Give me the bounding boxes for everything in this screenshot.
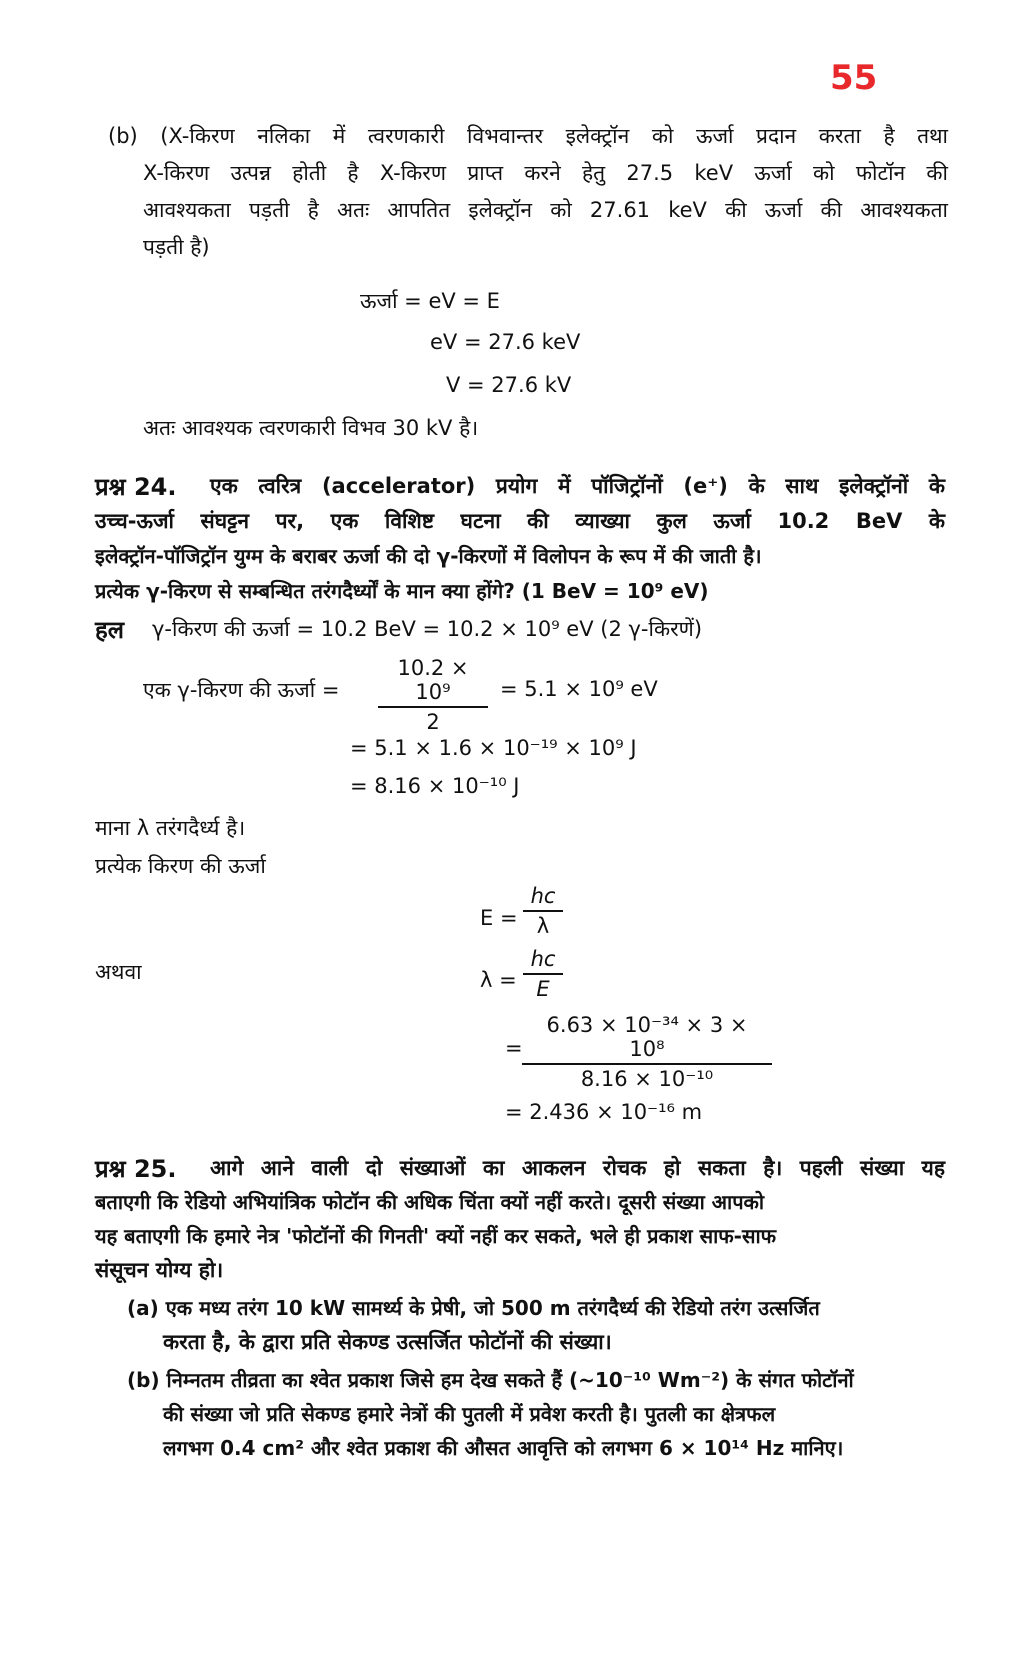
part-b-line-3: आवश्यकता पड़ती है अतः आपतित इलेक्ट्रॉन को 27.61 keV की ऊर्जा की आवश्यकता [143,198,948,222]
or-label: अथवा [95,960,142,984]
wavelength-result: = 2.436 × 10⁻¹⁶ m [505,1100,703,1124]
hc-over-e [523,947,563,1001]
each-ray-energy-line: प्रत्येक किरण की ऊर्जा [95,854,266,878]
q25-part-b-line-3: लगभग 0.4 cm² और श्वेत प्रकाश की औसत आवृत्ति को लगभग 6 × 10¹⁴ Hz मानिए। [163,1436,844,1460]
energy-fraction [378,656,488,734]
big-fraction-equals: = [505,1036,523,1060]
part-b-line-1: (b) (X-किरण नलिका में त्वरणकारी विभवान्तर इलेक्ट्रॉन को ऊर्जा प्रदान करता है तथा [108,124,948,148]
energy-joule-result: = 8.16 × 10⁻¹⁰ J [350,774,520,798]
part-b-conclusion: अतः आवश्यक त्वरणकारी विभव 30 kV है। [143,416,479,440]
hc-numerator: hc [523,884,563,912]
let-lambda-line: माना λ तरंगदैर्ध्य है। [95,816,246,840]
e-equals: E = [480,906,518,930]
e-denominator: E [536,977,550,1001]
q25-line-2: बताएगी कि रेडियो अभियांत्रिक फोटॉन की अधिक चिंता क्यों नहीं करते। दूसरी संख्या आपको [95,1190,765,1214]
q24-line-1: एक त्वरित्र (accelerator) प्रयोग में पॉजिट्रॉनों (e⁺) के साथ इलेक्ट्रॉनों के [210,474,945,498]
q24-line-2: उच्च-ऊर्जा संघट्टन पर, एक विशिष्ट घटना की व्याख्या कुल ऊर्जा 10.2 BeV के [95,509,945,533]
q24-line-3: इलेक्ट्रॉन-पॉजिट्रॉन युग्म के बराबर ऊर्जा की दो γ-किरणों में विलोपन के रूप में की जाती है। [95,544,762,568]
question-24-label: प्रश्न 24. [95,473,177,501]
solution-label: हल [95,616,125,644]
wavelength-fraction-denominator: 8.16 × 10⁻¹⁰ [580,1067,714,1091]
lambda-equals: λ = [480,968,517,992]
lambda-denominator: λ [536,914,550,938]
q25-part-a-line-2: करता है, के द्वारा प्रति सेकण्ड उत्सर्जित फोटॉनों की संख्या। [163,1330,612,1354]
one-ray-energy-label: एक γ-किरण की ऊर्जा = [143,678,340,702]
q25-line-4: संसूचन योग्य हो। [95,1258,224,1282]
q25-part-a-line-1: (a) एक मध्य तरंग 10 kW सामर्थ्य के प्रेषी, जो 500 m तरंगदैर्ध्य की रेडियो तरंग उत्सर्जित [127,1296,820,1320]
page-number: 55 [830,58,878,98]
part-b-line-4: पड़ती है) [143,235,210,259]
hc-over-lambda [523,884,563,938]
q25-line-3: यह बताएगी कि हमारे नेत्र 'फोटॉनों की गिनती' क्यों नहीं कर सकते, भले ही प्रकाश साफ-साफ [95,1224,777,1248]
energy-fraction-denominator: 2 [426,710,440,734]
gamma-energy-line: γ-किरण की ऊर्जा = 10.2 BeV = 10.2 × 10⁹ eV (2 γ-किरणें) [152,617,703,641]
wavelength-fraction-numerator: 6.63 × 10⁻³⁴ × 3 × 10⁸ [522,1013,772,1065]
energy-result-ev: = 5.1 × 10⁹ eV [500,677,658,701]
q25-line-1: आगे आने वाली दो संख्याओं का आकलन रोचक हो सकता है। पहली संख्या यह [210,1156,945,1180]
ev-equation: eV = 27.6 keV [430,330,581,354]
question-25-label: प्रश्न 25. [95,1155,177,1183]
wavelength-fraction [522,1013,772,1091]
q24-line-4: प्रत्येक γ-किरण से सम्बन्धित तरंगदैर्ध्यों के मान क्या होंगे? (1 BeV = 10⁹ eV) [95,579,709,603]
energy-fraction-numerator: 10.2 × 10⁹ [378,656,488,708]
voltage-equation: V = 27.6 kV [446,373,572,397]
part-b-line-2: X-किरण उत्पन्न होती है X-किरण प्राप्त करने हेतु 27.5 keV ऊर्जा को फोटॉन की [143,161,948,185]
energy-equation: ऊर्जा = eV = E [360,289,500,313]
energy-joule-step: = 5.1 × 1.6 × 10⁻¹⁹ × 10⁹ J [350,736,637,760]
q25-part-b-line-1: (b) निम्नतम तीव्रता का श्वेत प्रकाश जिसे हम देख सकते हैं (~10⁻¹⁰ Wm⁻²) के संगत फोटॉनों [127,1368,854,1392]
q25-part-b-line-2: की संख्या जो प्रति सेकण्ड हमारे नेत्रों की पुतली में प्रवेश करती है। पुतली का क्षेत्रफल [163,1402,776,1426]
hc-numerator-2: hc [523,947,563,975]
